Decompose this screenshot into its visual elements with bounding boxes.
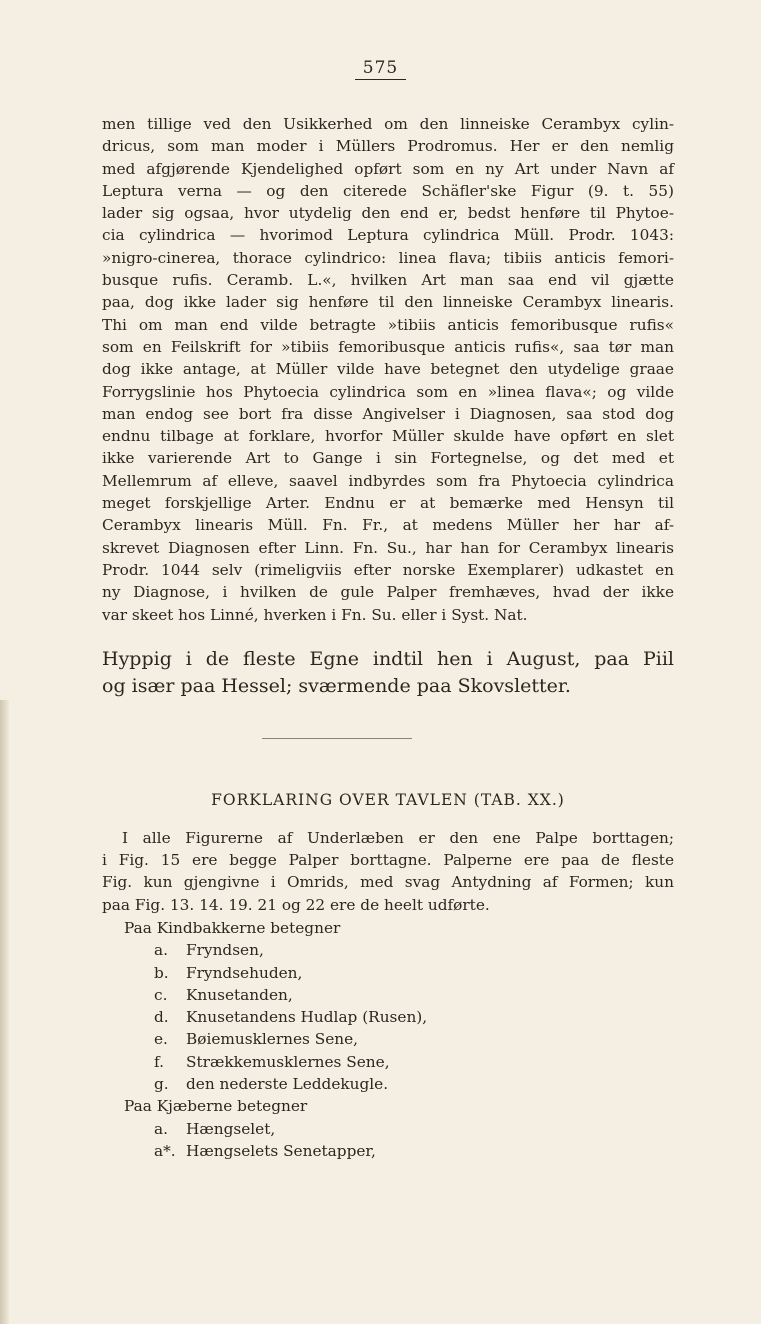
list-item: a*. Hængselets Senetapper, (154, 1141, 376, 1160)
text-line: dricus, som man moder i Müllers Prodromus. Her er den nemlig (102, 137, 674, 156)
text-line: Leptura verna — og den citerede Schäfler'ske Figur (9. t. 55) (102, 181, 674, 200)
text-line: i Fig. 15 ere begge Palper borttagne. Palperne ere paa de fleste (102, 851, 674, 870)
list-item: a. Hængselet, (154, 1119, 276, 1138)
list-item: a. Fryndsen, (154, 941, 264, 960)
text-line: var skeet hos Linné, hverken i Fn. Su. eller i Syst. Nat. (102, 605, 528, 624)
text-line: ny Diagnose, i hvilken de gule Palper fremhæves, hvad der ikke (102, 583, 674, 602)
text-line: man endog see bort fra disse Angivelser i Diagnosen, saa stod dog (102, 404, 674, 423)
list-item: g. den nederste Leddekugle. (154, 1075, 389, 1094)
text-line: lader sig ogsaa, hvor utydelig den end er, bedst henføre til Phytoe- (102, 204, 674, 223)
main-paragraph (102, 113, 674, 626)
text-line: Hyppig i de fleste Egne indtil hen i August, paa Piil (102, 648, 674, 670)
text-line: Prodr. 1044 selv (rimeligviis efter norske Exemplarer) udkastet en (102, 560, 674, 579)
text-line: meget forskjellige Arter. Endnu er at bemærke med Hensyn til (102, 494, 674, 513)
text-line: »nigro-cinerea, thorace cylindrico: linea flava; tibiis anticis femori- (102, 248, 674, 267)
list-item: d. Knusetandens Hudlap (Rusen), (154, 1008, 428, 1027)
habitat-paragraph (102, 646, 674, 700)
text-line: som en Feilskrift for »tibiis femoribusque anticis rufis«, saa tør man (102, 337, 674, 356)
text-line: skrevet Diagnosen efter Linn. Fn. Su., har han for Cerambyx linearis (102, 538, 674, 557)
text-line: paa, dog ikke lader sig henføre til den linneiske Cerambyx linearis. (102, 293, 674, 312)
list-item: e. Bøiemusklernes Sene, (154, 1030, 359, 1049)
text-line: Fig. kun gjengivne i Omrids, med svag Antydning af Formen; kun (102, 873, 674, 892)
section-divider (262, 738, 412, 739)
text-line: paa Fig. 13. 14. 19. 21 og 22 ere de heelt udførte. (102, 895, 490, 914)
text-line: Mellemrum af elleve, saavel indbyrdes som fra Phytoecia cylindrica (102, 471, 674, 490)
text-line: dog ikke antage, at Müller vilde have betegnet den utydelige graae (102, 360, 674, 379)
page-number: 575 (0, 58, 761, 78)
list-item: c. Knusetanden, (154, 985, 293, 1004)
text-line: I alle Figurerne af Underlæben er den ene Palpe borttagen; (122, 829, 674, 847)
text-line: med afgjørende Kjendelighed opført som en ny Art under Navn af (102, 159, 674, 178)
list-item: f. Strækkemusklernes Sene, (154, 1052, 390, 1071)
text-line: cia cylindrica — hvorimod Leptura cylindrica Müll. Prodr. 1043: (102, 226, 674, 245)
text-line: ikke varierende Art to Gange i sin Fortegnelse, og det med et (102, 449, 674, 468)
text-line: endnu tilbage at forklare, hvorfor Müller skulde have opført en slet (102, 427, 674, 446)
text-line: men tillige ved den Usikkerhed om den linneiske Cerambyx cylin- (102, 115, 674, 133)
explanation-paragraph (102, 827, 674, 916)
kindbakkerne-intro: Paa Kindbakkerne betegner (124, 919, 341, 937)
legend-list (102, 917, 427, 1162)
list-item: b. Fryndsehuden, (154, 963, 303, 982)
explanation-heading: FORKLARING OVER TAVLEN (TAB. XX.) (211, 791, 565, 809)
text-line: Thi om man end vilde betragte »tibiis anticis femoribusque rufis« (102, 315, 674, 334)
text-line: og især paa Hessel; sværmende paa Skovsletter. (102, 675, 571, 697)
kjaeberne-intro: Paa Kjæberne betegner (124, 1097, 308, 1116)
text-line: Cerambyx linearis Müll. Fn. Fr., at medens Müller her har af- (102, 516, 674, 535)
text-line: busque rufis. Ceramb. L.«, hvilken Art man saa end vil gjætte (102, 271, 674, 290)
page-edge-shadow (0, 700, 9, 1324)
text-line: Forrygslinie hos Phytoecia cylindrica som en »linea flava«; og vilde (102, 382, 674, 401)
